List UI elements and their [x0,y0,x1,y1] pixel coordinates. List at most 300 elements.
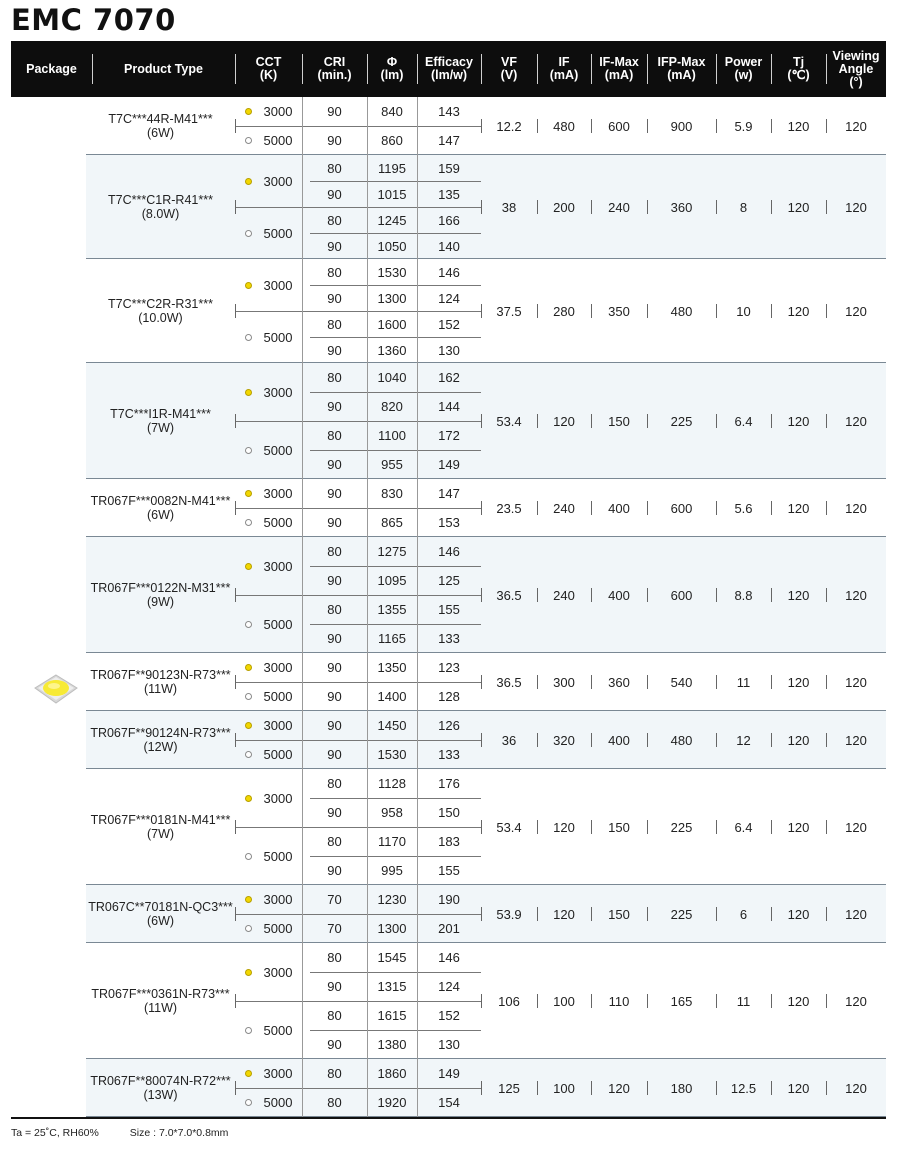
product-group [86,1059,886,1117]
ifp-max-cell: 225 [670,819,693,835]
if-cell: 200 [553,199,575,215]
product-type-cell [86,537,235,653]
warm-white-dot-icon [245,108,252,115]
cri-cell: 80 [327,316,342,332]
efficacy-cell: 130 [438,1037,460,1052]
header-if-max [591,41,647,97]
header-line: (°) [849,74,863,89]
angle-cell: 120 [845,1080,867,1096]
cri-cell: 90 [327,863,342,878]
efficacy-cell: 183 [438,834,460,849]
cri-cell: 80 [327,834,342,849]
column-divider [591,501,592,515]
flux-cell: 1530 [377,747,407,762]
efficacy-cell: 152 [438,316,460,332]
power-cell: 5.6 [734,500,753,516]
if-max-cell: 110 [608,993,630,1009]
cct-value: 3000 [263,964,293,980]
column-divider [367,653,368,711]
efficacy-cell: 147 [438,133,460,148]
column-divider [591,994,592,1008]
column-divider [302,711,303,769]
flux-cell: 820 [381,399,403,414]
cri-cell: 80 [327,428,342,443]
power-cell: 5.9 [734,118,753,134]
efficacy-cell: 152 [438,1008,460,1023]
column-divider [537,119,538,133]
column-divider [481,733,482,747]
product-group [86,259,886,363]
product-group [86,769,886,885]
cri-cell: 90 [327,342,342,358]
product-type-name: TR067F**80074N-R72*** [90,1074,231,1088]
column-divider [647,675,648,689]
flux-cell: 830 [381,486,403,501]
column-divider [537,588,538,602]
product-type-cell [86,479,235,537]
ifp-max-cell: 900 [670,118,693,134]
header-line: (mA) [604,68,634,82]
ifp-max-cell: 540 [670,674,693,690]
efficacy-cell: 154 [438,1095,460,1110]
column-divider [235,304,236,318]
product-group [86,537,886,653]
cct-cell [235,711,302,740]
product-group [86,363,886,479]
column-divider [235,907,236,921]
spec-table-body [11,97,886,1117]
product-type-watt: (7W) [146,421,175,435]
cri-cell: 90 [327,515,342,530]
cri-cell: 90 [327,1037,342,1052]
flux-cell: 865 [381,515,403,530]
angle-cell: 120 [845,819,867,835]
product-type-watt: (11W) [143,682,178,696]
column-divider [417,769,418,885]
header-divider [302,54,303,84]
header-ifp-max [647,41,716,97]
efficacy-cell: 128 [438,689,460,704]
efficacy-cell: 146 [438,950,460,965]
product-group [86,155,886,259]
column-divider [647,200,648,214]
product-type-watt: (6W) [146,126,175,140]
angle-cell: 120 [845,303,867,319]
if-cell: 240 [553,500,575,516]
column-divider [481,200,482,214]
product-type-name: TR067F***0082N-M41*** [90,494,231,508]
ifp-max-cell: 480 [670,732,693,748]
vf-cell: 36 [501,732,517,748]
header-line: Efficacy [425,55,473,69]
header-divider [647,54,648,84]
flux-cell: 1920 [377,1095,407,1110]
cct-cell [235,1088,302,1117]
vf-cell: 12.2 [496,118,522,134]
cri-cell: 80 [327,950,342,965]
column-divider [591,675,592,689]
footnote [11,1127,256,1139]
column-divider [481,1081,482,1095]
header-line: (K) [259,68,278,82]
if-max-cell: 120 [608,1080,630,1096]
tj-cell: 120 [787,993,810,1009]
vf-cell: 106 [498,993,520,1009]
warm-white-dot-icon [245,1070,252,1077]
efficacy-cell: 166 [438,212,460,228]
column-divider [367,537,368,653]
column-divider [235,675,236,689]
vf-cell: 23.5 [496,500,522,516]
efficacy-cell: 133 [438,747,460,762]
flux-cell: 1600 [377,316,407,332]
product-type-watt: (7W) [146,827,175,841]
flux-cell: 1315 [377,979,407,994]
tj-cell: 120 [787,500,810,516]
column-divider [302,479,303,537]
efficacy-cell: 147 [438,486,460,501]
product-type-name: T7C***C1R-R41*** [108,193,213,207]
column-divider [367,155,368,259]
cri-cell: 90 [327,979,342,994]
cct-cell [235,155,302,207]
column-divider [771,820,772,834]
tj-cell: 120 [787,906,810,922]
column-divider [302,769,303,885]
column-divider [716,733,717,747]
cri-cell: 90 [327,747,342,762]
column-divider [367,885,368,943]
product-type-watt: (13W) [143,1088,178,1102]
cri-cell: 80 [327,776,342,791]
vf-cell: 53.4 [496,819,522,835]
cool-white-dot-icon [245,447,252,454]
column-divider [647,733,648,747]
flux-cell: 1300 [377,921,407,936]
header-viewing [826,41,886,97]
table-header [11,41,886,97]
footnote-conditions: Ta = 25˚C, RH60% [11,1127,99,1139]
angle-cell: 120 [845,906,867,922]
ifp-max-cell: 180 [670,1080,693,1096]
power-cell: 8 [739,199,748,215]
header-line: Package [26,61,77,76]
efficacy-cell: 172 [438,428,460,443]
power-cell: 11 [736,674,751,690]
product-type-name: TR067F***0122N-M31*** [90,581,231,595]
tj-cell: 120 [787,303,810,319]
cri-cell: 90 [327,457,342,472]
header-line: (min.) [317,68,352,82]
vf-cell: 37.5 [496,303,522,319]
flux-cell: 1360 [377,342,407,358]
header-if [537,41,591,97]
column-divider [771,414,772,428]
if-cell: 240 [553,587,575,603]
cool-white-dot-icon [245,519,252,526]
column-divider [302,97,303,155]
cct-cell [235,1059,302,1088]
column-divider [302,363,303,479]
product-type-cell [86,97,235,155]
efficacy-cell: 125 [438,573,460,588]
flux-cell: 955 [381,457,403,472]
warm-white-dot-icon [245,795,252,802]
power-cell: 6.4 [734,413,753,429]
efficacy-cell: 155 [438,863,460,878]
cct-value: 3000 [263,486,293,501]
header-flux [367,41,417,97]
column-divider [647,501,648,515]
column-divider [591,907,592,921]
header-power [716,41,771,97]
if-cell: 280 [553,303,575,319]
efficacy-cell: 135 [438,186,460,202]
if-cell: 320 [553,732,575,748]
angle-cell: 120 [845,674,867,690]
if-cell: 120 [553,819,575,835]
column-divider [367,769,368,885]
cri-cell: 90 [327,631,342,646]
cool-white-dot-icon [245,1099,252,1106]
flux-cell: 1450 [377,718,407,733]
column-divider [235,1081,236,1095]
column-divider [647,588,648,602]
if-max-cell: 400 [608,500,630,516]
power-cell: 6.4 [734,819,753,835]
warm-white-dot-icon [245,490,252,497]
header-line: Φ [386,55,398,69]
flux-cell: 1100 [378,428,406,443]
column-divider [417,1059,418,1117]
product-type-cell [86,653,235,711]
efficacy-cell: 133 [438,631,460,646]
header-line: (lm) [380,68,404,82]
cri-cell: 90 [327,660,342,675]
flux-cell: 860 [381,133,403,148]
header-divider [771,54,772,84]
efficacy-cell: 124 [438,290,460,306]
column-divider [826,119,827,133]
efficacy-cell: 146 [438,544,460,559]
column-divider [826,994,827,1008]
if-cell: 120 [553,413,575,429]
if-cell: 300 [553,674,575,690]
header-cri [302,41,367,97]
column-divider [417,943,418,1059]
column-divider [537,304,538,318]
cct-cell [235,97,302,126]
flux-cell: 1380 [377,1037,407,1052]
column-divider [481,994,482,1008]
column-divider [826,820,827,834]
warm-white-dot-icon [245,664,252,671]
if-cell: 120 [553,906,575,922]
column-divider [367,363,368,479]
cri-cell: 80 [327,544,342,559]
efficacy-cell: 140 [438,238,460,254]
flux-cell: 1545 [377,950,407,965]
header-line: (mA) [667,68,696,82]
angle-cell: 120 [845,118,867,134]
header-divider [826,54,827,84]
column-divider [716,994,717,1008]
product-type-watt: (6W) [146,914,175,928]
product-type-watt: (10.0W) [138,311,183,325]
angle-cell: 120 [845,587,867,603]
cct-cell [235,508,302,537]
flux-cell: 1530 [377,264,407,280]
header-divider [481,54,482,84]
ifp-max-cell: 165 [670,993,693,1009]
column-divider [417,155,418,259]
product-group [86,885,886,943]
product-group [86,711,886,769]
column-divider [826,733,827,747]
column-divider [716,588,717,602]
column-divider [367,479,368,537]
tj-cell: 120 [787,199,810,215]
column-divider [417,653,418,711]
cct-cell [235,259,302,311]
efficacy-cell: 162 [438,370,460,385]
product-type-name: TR067F***0181N-M41*** [90,813,231,827]
efficacy-cell: 124 [438,979,460,994]
flux-cell: 995 [381,863,403,878]
cool-white-dot-icon [245,693,252,700]
if-max-cell: 150 [608,413,630,429]
cct-value: 5000 [263,616,293,632]
column-divider [716,200,717,214]
product-type-cell [86,155,235,259]
column-divider [417,537,418,653]
product-type-cell [86,769,235,885]
if-cell: 100 [553,993,575,1009]
cct-cell [235,682,302,711]
flux-cell: 1195 [378,160,406,176]
cct-value: 5000 [263,848,293,864]
column-divider [771,675,772,689]
flux-cell: 1275 [377,544,407,559]
product-type-cell [86,259,235,363]
angle-cell: 120 [845,413,867,429]
column-divider [716,501,717,515]
header-cct [235,41,302,97]
cri-cell: 90 [327,186,342,202]
column-divider [826,501,827,515]
column-divider [481,501,482,515]
column-divider [235,501,236,515]
efficacy-cell: 123 [438,660,460,675]
cri-cell: 90 [327,689,342,704]
if-max-cell: 400 [608,732,630,748]
cct-cell [235,126,302,155]
column-divider [647,907,648,921]
cool-white-dot-icon [245,751,252,758]
cri-cell: 80 [327,1008,342,1023]
cct-cell [235,1001,302,1059]
cri-cell: 90 [327,486,342,501]
product-type-name: TR067C**70181N-QC3*** [88,900,233,914]
column-divider [771,1081,772,1095]
column-divider [826,200,827,214]
efficacy-cell: 155 [438,602,460,617]
header-line: IF-Max [599,55,639,69]
vf-cell: 38 [501,199,517,215]
column-divider [591,588,592,602]
header-line: Tj [792,55,805,69]
cct-value: 5000 [263,1095,293,1110]
column-divider [481,304,482,318]
column-divider [716,820,717,834]
product-type-watt: (12W) [143,740,178,754]
cct-value: 3000 [263,790,293,806]
column-divider [826,414,827,428]
warm-white-dot-icon [245,282,252,289]
warm-white-dot-icon [245,896,252,903]
flux-cell: 840 [381,104,403,119]
if-max-cell: 360 [608,674,630,690]
column-divider [367,97,368,155]
column-divider [537,994,538,1008]
cct-value: 5000 [263,442,293,458]
column-divider [302,537,303,653]
column-divider [302,1059,303,1117]
column-divider [235,119,236,133]
column-divider [771,733,772,747]
column-divider [537,907,538,921]
angle-cell: 120 [845,732,867,748]
if-cell: 480 [553,118,575,134]
header-product-type [92,41,235,97]
flux-cell: 1170 [378,834,406,849]
efficacy-cell: 130 [438,342,460,358]
tj-cell: 120 [787,413,810,429]
cool-white-dot-icon [245,853,252,860]
cct-value: 5000 [263,747,293,762]
vf-cell: 53.9 [496,906,522,922]
cct-cell [235,421,302,479]
header-divider [235,54,236,84]
cct-cell [235,769,302,827]
cri-cell: 70 [327,892,342,907]
column-divider [537,675,538,689]
flux-cell: 1245 [377,212,407,228]
cct-cell [235,363,302,421]
efficacy-cell: 126 [438,718,460,733]
vf-cell: 36.5 [496,674,522,690]
column-divider [417,259,418,363]
cri-cell: 80 [327,602,342,617]
column-divider [481,414,482,428]
led-package-image [34,674,78,704]
power-cell: 12.5 [730,1080,757,1096]
flux-cell: 1230 [377,892,407,907]
column-divider [235,200,236,214]
product-type-name: T7C***I1R-M41*** [110,407,211,421]
efficacy-cell: 146 [438,264,460,280]
cri-cell: 80 [327,1095,342,1110]
efficacy-cell: 149 [438,1066,460,1081]
product-type-name: TR067F***0361N-R73*** [91,987,230,1001]
cct-cell [235,943,302,1001]
column-divider [826,1081,827,1095]
cct-value: 5000 [263,689,293,704]
header-line: Angle [838,61,874,76]
column-divider [537,501,538,515]
column-divider [591,1081,592,1095]
product-type-watt: (9W) [146,595,175,609]
